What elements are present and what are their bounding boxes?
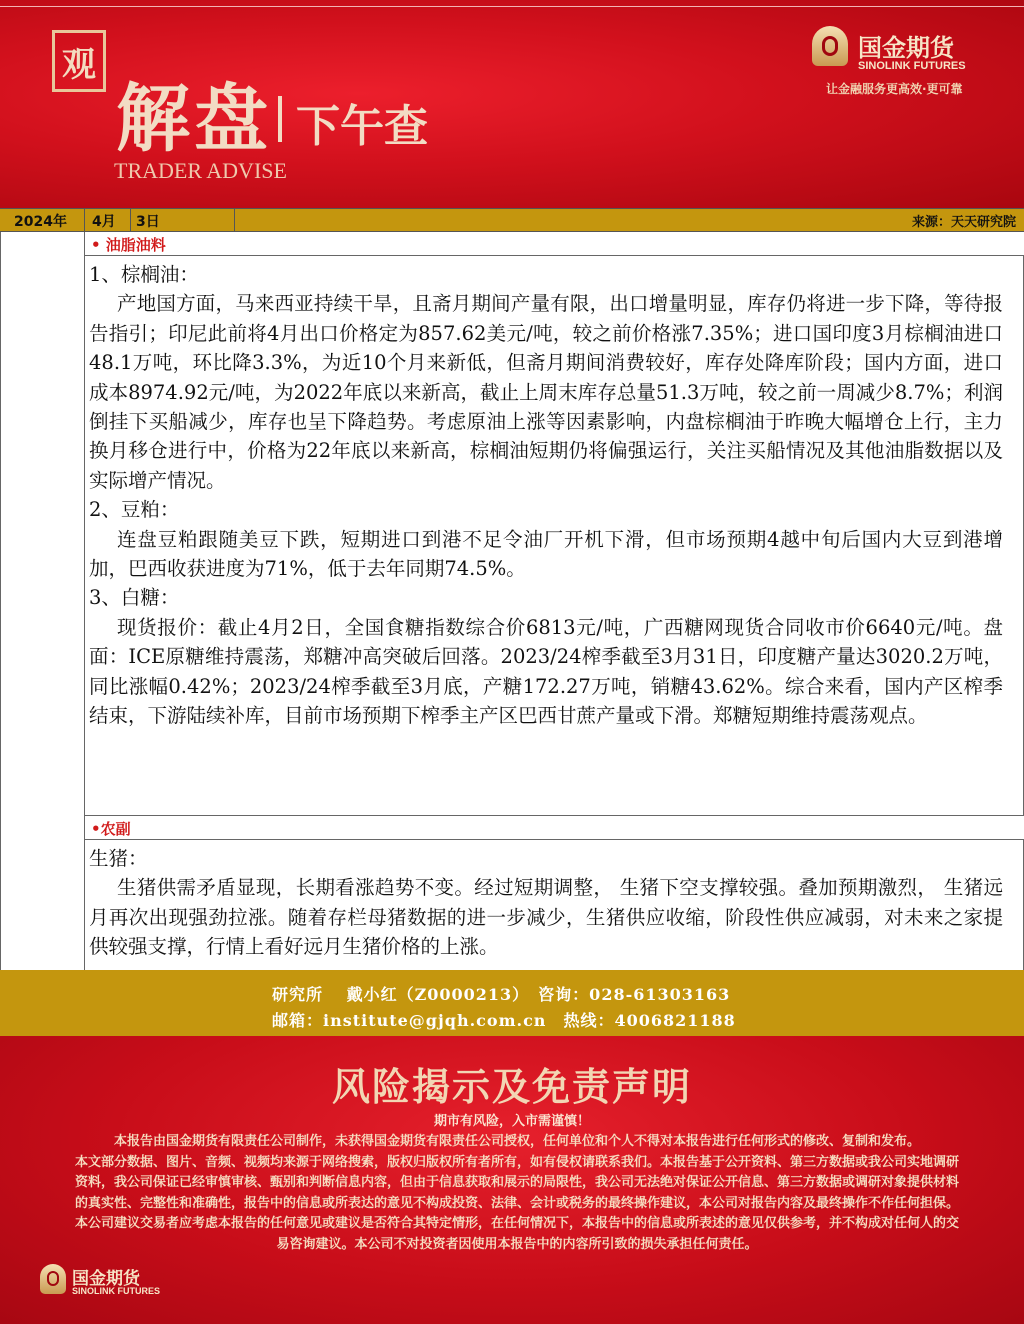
- brand-slogan: 让金融服务更高效·更可靠: [826, 82, 963, 96]
- contact-line-email: 邮箱：institute@gjqh.com.cn 热线：4006821188: [272, 1011, 736, 1030]
- report-title: 解盘: [116, 76, 272, 162]
- disclaimer-paragraph: 本文部分数据、图片、音频、视频均来源于网络搜索，版权归版权所有者所有，如有侵权请联系我们。本报告基于公开资料、第三方数据或我公司实地调研资料，我公司保证已经审慎审核、甄别和判断信息内容，但由于信息获取和展示的局限性，我公司无法绝对保证公开信息、第三方数据或调研对象提供材料的真实性、完整性和准确性，报告中的信息或所表达的意见不构成投资、法律、会计或税务的最终操作建议，本公司对报告内容及最终操作不作任何担保。本公司建议交易者应考虑本报告的任何意见或建议是否符合其特定情形，在任何情况下，本报告中的信息或所表述的意见仅供参考，并不构成对任何人的交易咨询建议。本公司不对投资者因使用本报告中的内容所引致的损失承担任何责任。: [74, 1154, 959, 1252]
- section-body-agri: [85, 840, 1024, 970]
- section-body-oils: [85, 256, 1024, 816]
- date-separator: [84, 209, 85, 231]
- disclaimer-panel: [0, 1036, 1024, 1324]
- header-top-line: [0, 6, 1024, 7]
- contact-bar: [0, 970, 1024, 1036]
- source-label: 来源：天天研究院: [911, 215, 1016, 230]
- date-year: 2024年: [14, 214, 67, 230]
- brand-name-en: SINOLINK FUTURES: [858, 60, 966, 72]
- date-month: 4月: [92, 214, 116, 230]
- disclaimer-paragraph: 本报告由国金期货有限责任公司制作，未获得国金期货有限责任公司授权，任何单位和个人不得对本报告进行任何形式的修改、复制和发布。: [113, 1134, 920, 1149]
- soymeal-title: 2、豆粕：: [89, 498, 180, 522]
- date-separator: [234, 209, 235, 231]
- sugar-title: 3、白糖：: [89, 586, 180, 610]
- section-heading-agri: [85, 816, 1024, 840]
- footer-logo-icon: [40, 1264, 66, 1294]
- section-heading-label: •农副: [91, 820, 131, 838]
- report-title-en: TRADER ADVISE: [114, 158, 287, 183]
- title-divider: [278, 96, 282, 142]
- footer-brand-en: SINOLINK FUTURES: [72, 1286, 161, 1296]
- hog-text: 生猪供需矛盾显现，长期看涨趋势不变。经过短期调整， 生猪下空支撑较强。叠加预期激烈， 生猪远月再次出现强劲拉涨。随着存栏母猪数据的进一步减少，生猪供应收缩，阶段性供应减弱，对未来之家提供较强支撑，行情上看好远月生猪价格的上涨。: [89, 876, 1003, 959]
- disclaimer-warning: 期市有风险，入市需谨慎！: [433, 1114, 590, 1129]
- hog-title: 生猪：: [89, 847, 148, 870]
- brand-logo-icon: [812, 26, 848, 66]
- disclaimer-title: 风险揭示及免责声明: [331, 1064, 692, 1109]
- seal-logo: 观: [52, 30, 106, 92]
- brand-name: 国金期货: [858, 34, 954, 62]
- report-header: [0, 0, 1024, 208]
- sugar-text: 现货报价：截止4月2日，全国食糖指数综合价6813元/吨，广西糖网现货合同收市价6640元/吨。盘面：ICE原糖维持震荡，郑糖冲高突破后回落。2023/24榨季截至3月31日，印度糖产量达3020.2万吨，同比涨幅0.42%；2023/24榨季截至3月底，产糖172.27万吨，销糖43.62%。综合来看，国内产区榨季结束，下游陆续补库，目前市场预期下榨季主产区巴西甘蔗产量或下滑。郑糖短期维持震荡观点。: [89, 615, 1003, 728]
- left-margin-column: [0, 232, 85, 970]
- section-heading-oils: [85, 232, 1024, 256]
- section-heading-label: • 油脂油料: [91, 236, 166, 254]
- contact-line-analyst: 研究所 戴小红（Z0000213） 咨询：028-61303163: [272, 985, 731, 1004]
- report-subtitle: 下午查: [296, 101, 428, 152]
- disclaimer-text: [72, 1132, 962, 1255]
- date-day: 3日: [136, 214, 160, 230]
- palm-oil-text: 产地国方面，马来西亚持续干旱，且斋月期间产量有限，出口增量明显，库存仍将进一步下降，等待报告指引；印尼此前将4月出口价格定为857.62美元/吨，较之前价格涨7.35%；进口国印度3月棕榈油进口48.1万吨，环比降3.3%，为近10个月来新低，但斋月期间消费较好，库存处降库阶段；国内方面，进口成本8974.92元/吨，为2022年底以来新高，截止上周末库存总量51.3万吨，较之前一周减少8.7%；利润倒挂下买船减少，库存也呈下降趋势。考虑原油上涨等因素影响，内盘棕榈油于昨晚大幅增仓上行，主力换月移仓进行中，价格为22年底以来新高，棕榈油短期仍将偏强运行，关注买船情况及其他油脂数据以及实际增产情况。: [89, 292, 1003, 492]
- date-separator: [130, 209, 131, 231]
- date-bar: [0, 208, 1024, 232]
- palm-oil-title: 1、棕榈油：: [89, 263, 199, 286]
- soymeal-text: 连盘豆粕跟随美豆下跌，短期进口到港不足令油厂开机下滑，但市场预期4越中旬后国内大豆到港增加，巴西收获进度为71%，低于去年同期74.5%。: [89, 527, 1003, 581]
- footer-brand-name: 国金期货: [72, 1269, 140, 1289]
